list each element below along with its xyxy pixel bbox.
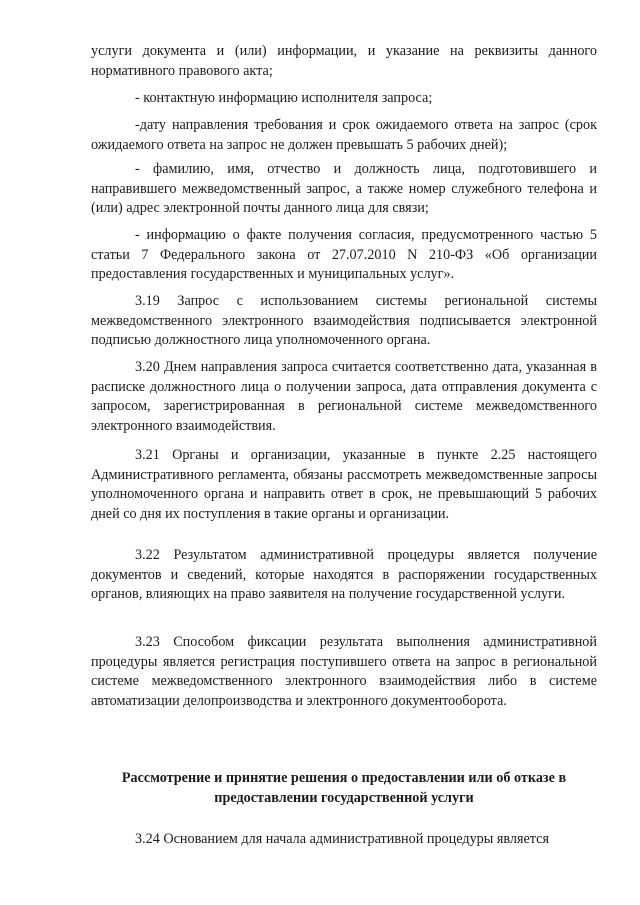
paragraph-3-24: 3.24 Основанием для начала административной процедуры является (135, 831, 549, 847)
paragraph-continuation: услуги документа и (или) информации, и указание на реквизиты данного нормативного правового акта; (91, 43, 597, 79)
list-item-official-name: - фамилию, имя, отчество и должность лица, подготовившего и направившего межведомственный запрос, а также номер служебного телефона и (или) адрес электронной почты данного лица для связи; (91, 161, 597, 216)
paragraph-3-20: 3.20 Днем направления запроса считается соответственно дата, указанная в расписке должностного лица о получении запроса, дата отправления документа с запросом, зарегистрированная в региональной системе межведомственного электронного взаимодействия. (91, 359, 597, 434)
section-heading: Рассмотрение и принятие решения о предоставлении или об отказе в предоставлении государственной услуги (121, 770, 567, 806)
list-item-consent-info: - информацию о факте получения согласия, предусмотренного частью 5 статьи 7 Федерального закона от 27.07.2010 N 210-ФЗ «Об организации предоставления государственных и муниципальных услуг». (91, 227, 597, 282)
paragraph-3-19: 3.19 Запрос с использованием системы региональной системы межведомственного электронного взаимодействия подписывается электронной подписью должностного лица уполномоченного органа. (91, 293, 597, 348)
list-item-contact-info: - контактную информацию исполнителя запроса; (135, 90, 433, 106)
paragraph-3-21: 3.21 Органы и организации, указанные в пункте 2.25 настоящего Административного регламента, обязаны рассмотреть межведомственные запросы уполномоченного органа и направить ответ в срок, не превышающий 5 рабочих дней со дня их поступления в такие органы и организации. (91, 447, 597, 522)
list-item-request-date: -дату направления требования и срок ожидаемого ответа на запрос (срок ожидаемого ответа на запрос не должен превышать 5 рабочих дней); (91, 117, 597, 153)
paragraph-3-23: 3.23 Способом фиксации результата выполнения административной процедуры является регистрация поступившего ответа на запрос в региональной системе межведомственного электронного взаимодействия либо в системе автоматизации делопроизводства и электронного документооборота. (91, 634, 597, 709)
paragraph-3-22: 3.22 Результатом административной процедуры является получение документов и сведений, которые находятся в распоряжении государственных органов, влияющих на право заявителя на получение государственной услуги. (91, 547, 597, 602)
